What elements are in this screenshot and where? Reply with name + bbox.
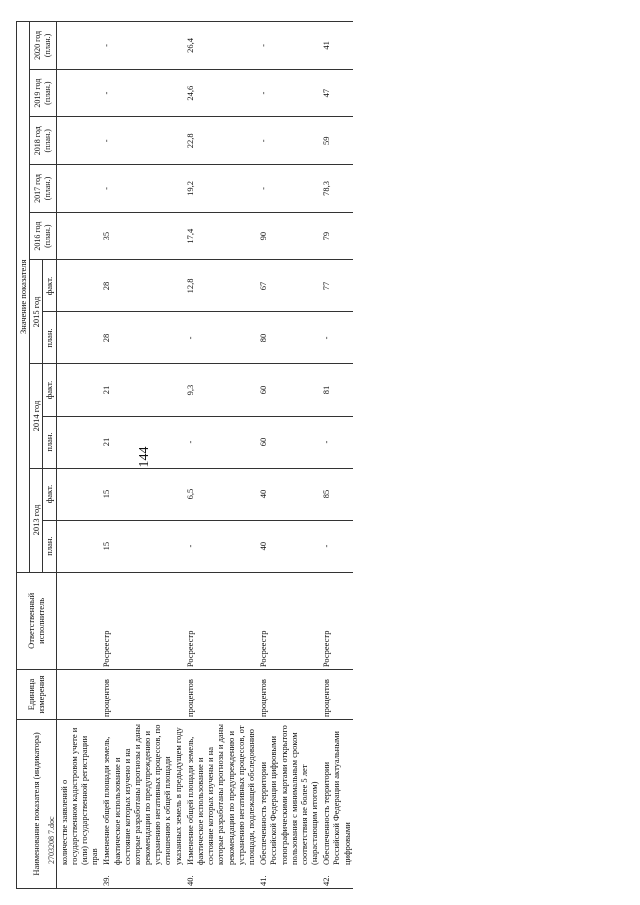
- unit-cell: процентов: [184, 670, 257, 720]
- value-cell: [56, 312, 100, 364]
- value-cell: -: [257, 69, 320, 117]
- value-cell: 59: [320, 117, 353, 165]
- value-cell: 9,3: [184, 364, 257, 416]
- value-cell: 60: [257, 364, 320, 416]
- value-cell: 40: [257, 468, 320, 520]
- value-cell: 15: [100, 520, 184, 572]
- indicator-name: Изменение общей площади земель, фактическое использование и состояние которых изучено и на которые разработаны прогнозы и даны рекомендации по предупреждению и устранению негативных процессов, по отношению к общей площади указанных земель в предыдущем году: [101, 724, 183, 865]
- value-cell: -: [100, 117, 184, 165]
- value-cell: 28: [100, 312, 184, 364]
- unit-cell: процентов: [257, 670, 320, 720]
- indicator-cell: [320, 719, 353, 888]
- value-cell: [56, 212, 100, 260]
- value-cell: [56, 364, 100, 416]
- indicator-cell: [257, 719, 320, 888]
- value-cell: 15: [100, 468, 184, 520]
- page-number: 144: [137, 446, 152, 468]
- header-2014-plan: план.: [43, 416, 56, 468]
- table-row: [320, 22, 353, 889]
- value-cell: 47: [320, 69, 353, 117]
- value-cell: -: [184, 312, 257, 364]
- row-number: 42.: [321, 875, 332, 886]
- value-cell: [56, 69, 100, 117]
- indicator-name: Обеспеченность территории Российской Федерации актуальными цифровыми: [321, 731, 352, 865]
- unit-cell: [56, 670, 100, 720]
- header-2015-plan: план.: [43, 312, 56, 364]
- value-cell: 26,4: [184, 22, 257, 70]
- value-cell: [56, 22, 100, 70]
- row-number: 40.: [184, 875, 195, 886]
- header-year-2016: 2016 год (план.): [30, 212, 56, 260]
- header-2013-fact: факт.: [43, 468, 56, 520]
- value-cell: 24,6: [184, 69, 257, 117]
- value-cell: 28: [100, 260, 184, 312]
- table-row: [184, 22, 257, 889]
- table-row: [100, 22, 184, 889]
- value-cell: [56, 165, 100, 213]
- value-cell: 19,2: [184, 165, 257, 213]
- unit-cell: процентов: [100, 670, 184, 720]
- value-cell: 12,8: [184, 260, 257, 312]
- value-cell: -: [100, 69, 184, 117]
- value-cell: 21: [100, 364, 184, 416]
- table-row: [56, 22, 100, 889]
- table-row: [257, 22, 320, 889]
- indicators-table: [16, 21, 353, 889]
- value-cell: 78,3: [320, 165, 353, 213]
- value-cell: 80: [257, 312, 320, 364]
- value-cell: 6,5: [184, 468, 257, 520]
- indicator-cell: [184, 719, 257, 888]
- value-cell: -: [320, 416, 353, 468]
- value-cell: 81: [320, 364, 353, 416]
- row-number: 41.: [258, 875, 269, 886]
- value-cell: [56, 520, 100, 572]
- indicator-cell: [56, 719, 100, 888]
- row-number: [59, 868, 100, 886]
- indicator-name: Обеспеченность территории Российской Федерации цифровыми топографическими картами открытого пользования с минимальным сроком соответствия не более 5 лет (нарастающим итогом): [258, 725, 320, 865]
- indicator-cell: [100, 719, 184, 888]
- header-2014-fact: факт.: [43, 364, 56, 416]
- value-cell: -: [184, 520, 257, 572]
- indicator-name: количестве заявлений о государственном кадастровом учете и (или) государственной регистрации прав: [58, 727, 100, 865]
- value-cell: -: [257, 165, 320, 213]
- header-responsible: Ответственный исполнитель: [17, 572, 57, 670]
- header-2015-fact: факт.: [43, 260, 56, 312]
- header-values-group: Значение показателя: [17, 22, 30, 573]
- value-cell: -: [100, 165, 184, 213]
- value-cell: 90: [257, 212, 320, 260]
- value-cell: [56, 260, 100, 312]
- header-year-2019: 2019 год (план.): [30, 69, 56, 117]
- unit-cell: процентов: [320, 670, 353, 720]
- header-name: Наименование показателя (индикатора): [17, 719, 57, 888]
- document-code: 2703208 7.doc: [47, 816, 56, 864]
- value-cell: -: [320, 520, 353, 572]
- header-year-2017: 2017 год (план.): [30, 165, 56, 213]
- value-cell: 35: [100, 212, 184, 260]
- responsible-cell: Росреестр: [100, 572, 184, 670]
- value-cell: 41: [320, 22, 353, 70]
- value-cell: 60: [257, 416, 320, 468]
- value-cell: 67: [257, 260, 320, 312]
- value-cell: 79: [320, 212, 353, 260]
- value-cell: [56, 117, 100, 165]
- value-cell: 85: [320, 468, 353, 520]
- row-number: 39.: [101, 875, 112, 886]
- value-cell: -: [100, 22, 184, 70]
- value-cell: 22,8: [184, 117, 257, 165]
- value-cell: -: [257, 22, 320, 70]
- value-cell: [56, 468, 100, 520]
- value-cell: 77: [320, 260, 353, 312]
- rotated-table-wrapper: [16, 21, 616, 889]
- header-year-2015: 2015 год: [30, 260, 43, 364]
- value-cell: -: [184, 416, 257, 468]
- value-cell: -: [257, 117, 320, 165]
- header-year-2018: 2018 год (план.): [30, 117, 56, 165]
- value-cell: 17,4: [184, 212, 257, 260]
- header-unit: Единица измерения: [17, 670, 57, 720]
- responsible-cell: Росреестр: [184, 572, 257, 670]
- value-cell: 40: [257, 520, 320, 572]
- value-cell: [56, 416, 100, 468]
- indicator-name: Изменение общей площади земель, фактическое использование и состояние которых изучены и на которые разработаны прогнозы и даны рекомендации по предупреждению и устранению негативных процессов, от площади, подлежащей обследованию: [184, 724, 256, 865]
- value-cell: 21: [100, 416, 184, 468]
- responsible-cell: Росреестр: [257, 572, 320, 670]
- responsible-cell: Росреестр: [320, 572, 353, 670]
- header-2013-plan: план.: [43, 520, 56, 572]
- header-year-2013: 2013 год: [30, 468, 43, 572]
- header-year-2020: 2020 год (план.): [30, 22, 56, 70]
- header-year-2014: 2014 год: [30, 364, 43, 468]
- value-cell: -: [320, 312, 353, 364]
- responsible-cell: [56, 572, 100, 670]
